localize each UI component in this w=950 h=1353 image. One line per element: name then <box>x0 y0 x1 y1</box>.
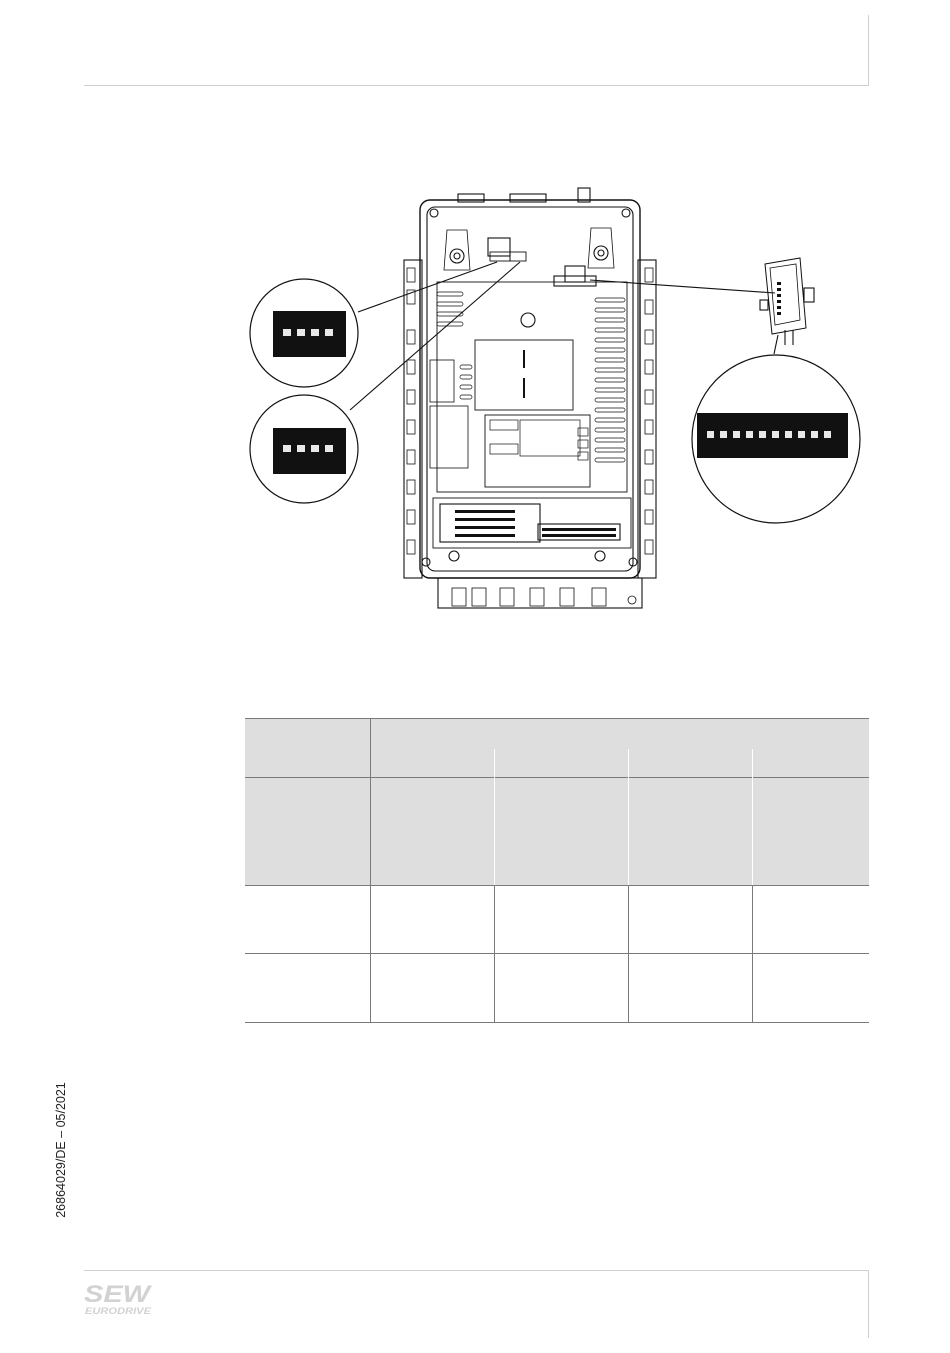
svg-text:EURODRIVE: EURODRIVE <box>85 1306 153 1316</box>
table-cell <box>494 886 628 954</box>
table-cell <box>752 954 869 1023</box>
table-header-cell <box>628 749 752 778</box>
table-cell <box>752 886 869 954</box>
header-margin-rule <box>868 15 869 85</box>
table-cell <box>245 954 370 1023</box>
table-header-cell <box>245 778 370 886</box>
table-header-cell <box>752 749 869 778</box>
table-cell <box>494 954 628 1023</box>
dip-switch-4way-upper <box>273 311 346 357</box>
table-header-cell <box>245 719 370 778</box>
footer-margin-rule <box>868 1270 869 1338</box>
dip-switch-4way-lower <box>273 428 346 474</box>
device-drawing <box>240 180 880 620</box>
table-header-cell <box>752 778 869 886</box>
svg-text:SEW: SEW <box>84 1282 153 1308</box>
table-cell <box>370 886 494 954</box>
table-cell <box>628 954 752 1023</box>
document-number: 26864029/DE – 05/2021 <box>54 1082 68 1218</box>
table-header-cell <box>370 778 494 886</box>
table-cell <box>245 886 370 954</box>
header-rule <box>84 85 869 86</box>
table-header-cell <box>628 778 752 886</box>
spec-table <box>245 718 869 1023</box>
sew-eurodrive-logo <box>84 1282 156 1318</box>
table-row <box>245 886 869 954</box>
table-row <box>245 954 869 1023</box>
table-header-cell <box>370 749 494 778</box>
table-header-cell <box>494 749 628 778</box>
table-cell <box>628 886 752 954</box>
table-cell <box>370 954 494 1023</box>
footer-rule <box>84 1270 869 1271</box>
dip-switch-10way <box>697 413 848 458</box>
table-header-cell <box>494 778 628 886</box>
table-header-cell <box>370 719 869 750</box>
